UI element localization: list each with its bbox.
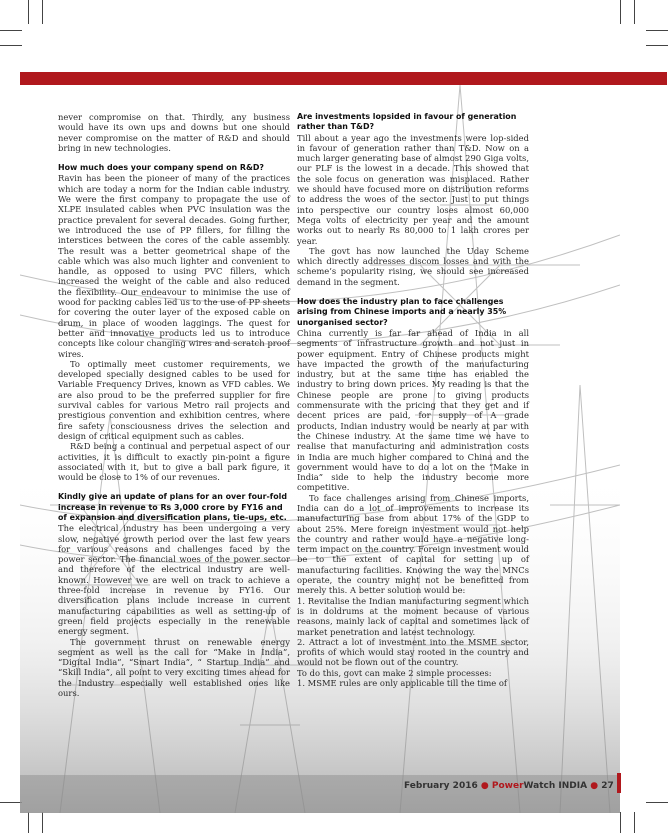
paragraph: never compromise on that. Thirdly, any business would have its own ups and downs but one should never compromise on the matter of R&D and should bring in new technologies. xyxy=(58,112,290,153)
paragraph: To face challenges arising from Chinese imports, India can do a lot of improvements to increase its manufacturing base from about 17% of the GDP to about 25%. Mere foreign investment would not help the country and rather would have a negative long-term impact on the country. Foreign investment would be to the extent of capital for setting up of manufacturing facilities. Knowing the way the MNCs operate, the country might not be benefitted from merely this. A better solution would be: xyxy=(297,492,529,596)
paragraph: R&D being a continual and perpetual aspect of our activities, it is difficult to exactly pin-point a figure associated with it, but to give a ball park figure, it would be close to 1% of our revenues. xyxy=(58,441,290,483)
footer-magazine-rest: Watch INDIA xyxy=(523,781,588,791)
crop-mark xyxy=(0,802,22,803)
crop-mark xyxy=(28,812,29,833)
crop-mark xyxy=(634,0,635,24)
header-red-bar xyxy=(20,72,667,85)
crop-mark xyxy=(620,812,621,833)
crop-mark xyxy=(646,45,668,46)
paragraph: To do this, govt can make 2 simple processes: xyxy=(297,667,492,678)
page-number: 27 xyxy=(601,781,614,791)
crop-mark xyxy=(620,0,621,24)
footer-issue-date: February 2016 xyxy=(404,781,478,791)
crop-mark xyxy=(28,0,29,24)
list-item: 1. Revitalise the Indian manufacturing segment which is in doldrums at the moment because of various reasons, mainly lack of capital and sometimes lack of market penetration and latest technology. xyxy=(297,595,529,637)
paragraph: The government thrust on renewable energy segment as well as the call for “Make in India”, “Digital India”, “Smart India”, “ Startup India” and “Skill India”, all point to very exciting times ahead for the Industry especially well established ones like ours. xyxy=(58,636,290,699)
crop-mark xyxy=(42,812,43,833)
list-item: 2. Attract a lot of investment into the MSME sector, profits of which would stay rooted in the country and would not be flown out of the country. xyxy=(297,636,529,668)
question-heading: Kindly give an update of plans for an over four-fold increase in revenue to Rs 3,000 crore by FY16 and of expansion and diversification plans, tie-ups, etc. xyxy=(58,492,287,522)
article-column-left xyxy=(58,112,290,698)
footer-red-rule xyxy=(617,773,621,793)
footer-separator: ● xyxy=(480,781,489,791)
article-column-right xyxy=(297,112,529,688)
paragraph: Till about a year ago the investments were lop-sided in favour of generation rather than T&D. Now on a much larger generating base of almost 290 Giga volts, our PLF is the lowest in a decade. This showed that the sole focus on generation was misplaced. Rather we should have focused more on distribution reforms to address the woes of the sector. Just to put things into perspective our country loses almost 60,000 Mega volts of electricity per year and the amount works out to nearly Rs 80,000 to 1 lakh crores per year. xyxy=(297,132,529,246)
paragraph: The electrical industry has been undergoing a very slow, negative growth period over the last few years for various reasons and challenges faced by the power sector. The financial woes of the power sector and therefore of the electrical industry are well-known. However we are well on track to achieve a three-fold increase in revenue by FY16. Our diversification plans include increase in current manufacturing capabilities as well as setting-up of green field projects especially in the renewable energy segment. xyxy=(58,523,290,637)
crop-mark xyxy=(646,30,668,31)
question-heading: How does the industry plan to face challenges arising from Chinese imports and a nearly 35% unorganised sector? xyxy=(297,297,507,327)
paragraph: To optimally meet customer requirements, we developed specially designed cables to be used for Variable Frequency Drives, known as VFD cables. We are also proud to be the preferred supplier for fire survival cables for various Metro rail projects and prestigious convention and exhibition centres, where fire safety consciousness drives the selection and design of critical equipment such as cables. xyxy=(58,358,290,441)
list-item: 1. MSME rules are only applicable till the time of xyxy=(297,678,508,689)
crop-mark xyxy=(634,812,635,833)
question-heading: How much does your company spend on R&D? xyxy=(58,163,265,173)
question-heading: Are investments lopsided in favour of generation rather than T&D? xyxy=(297,112,517,132)
footer-separator: ● xyxy=(590,781,599,791)
paragraph: The govt has now launched the Uday Scheme which directly addresses discom losses and with the scheme’s popularity rising, we should see increased demand in the segment. xyxy=(297,245,529,287)
crop-mark xyxy=(0,30,22,31)
crop-mark xyxy=(0,45,22,46)
page-footer xyxy=(404,781,626,797)
crop-mark xyxy=(646,802,668,803)
crop-mark xyxy=(42,0,43,24)
paragraph: China currently is far far ahead of India in all segments of infrastructure growth and not just in power equipment. Entry of Chinese products might have impacted the growth of the manufacturing industry, but at the same time has enabled the industry to bring down prices. My reading is that the Chinese people are prone to giving products commensurate with the pricing that they get and if decent prices are paid, for supply of A grade products, Indian industry would be nearly at par with the Chinese industry. At the same time we have to realise that manufacturing and administration costs in India are much higher compared to China and the government would have to do a lot on the “Make in India” side to help the industry become more competitive. xyxy=(297,327,529,493)
paragraph: Ravin has been the pioneer of many of the practices which are today a norm for the Indian cable industry. We were the first company to propagate the use of XLPE insulated cables when PVC insulation was the practice prevalent for several decades. Going further, we introduced the use of PP fillers, for filling the interstices between the cores of the cable assembly. The result was a better geometrical shape of the cable which was also much lighter and convenient to handle, as opposed to using PVC fillers, which increased the weight of the cable and also reduced the flexibility. Our endeavour to minimise the use of wood for packing cables led us to the use of PP sheets for covering the outer layer of the exposed cable on drum, in place of wooden laggings. The quest for better and innovative products led us to introduce concepts like colour changing wires and scratch proof wires. xyxy=(58,173,290,359)
footer-magazine-power: Power xyxy=(491,781,524,791)
